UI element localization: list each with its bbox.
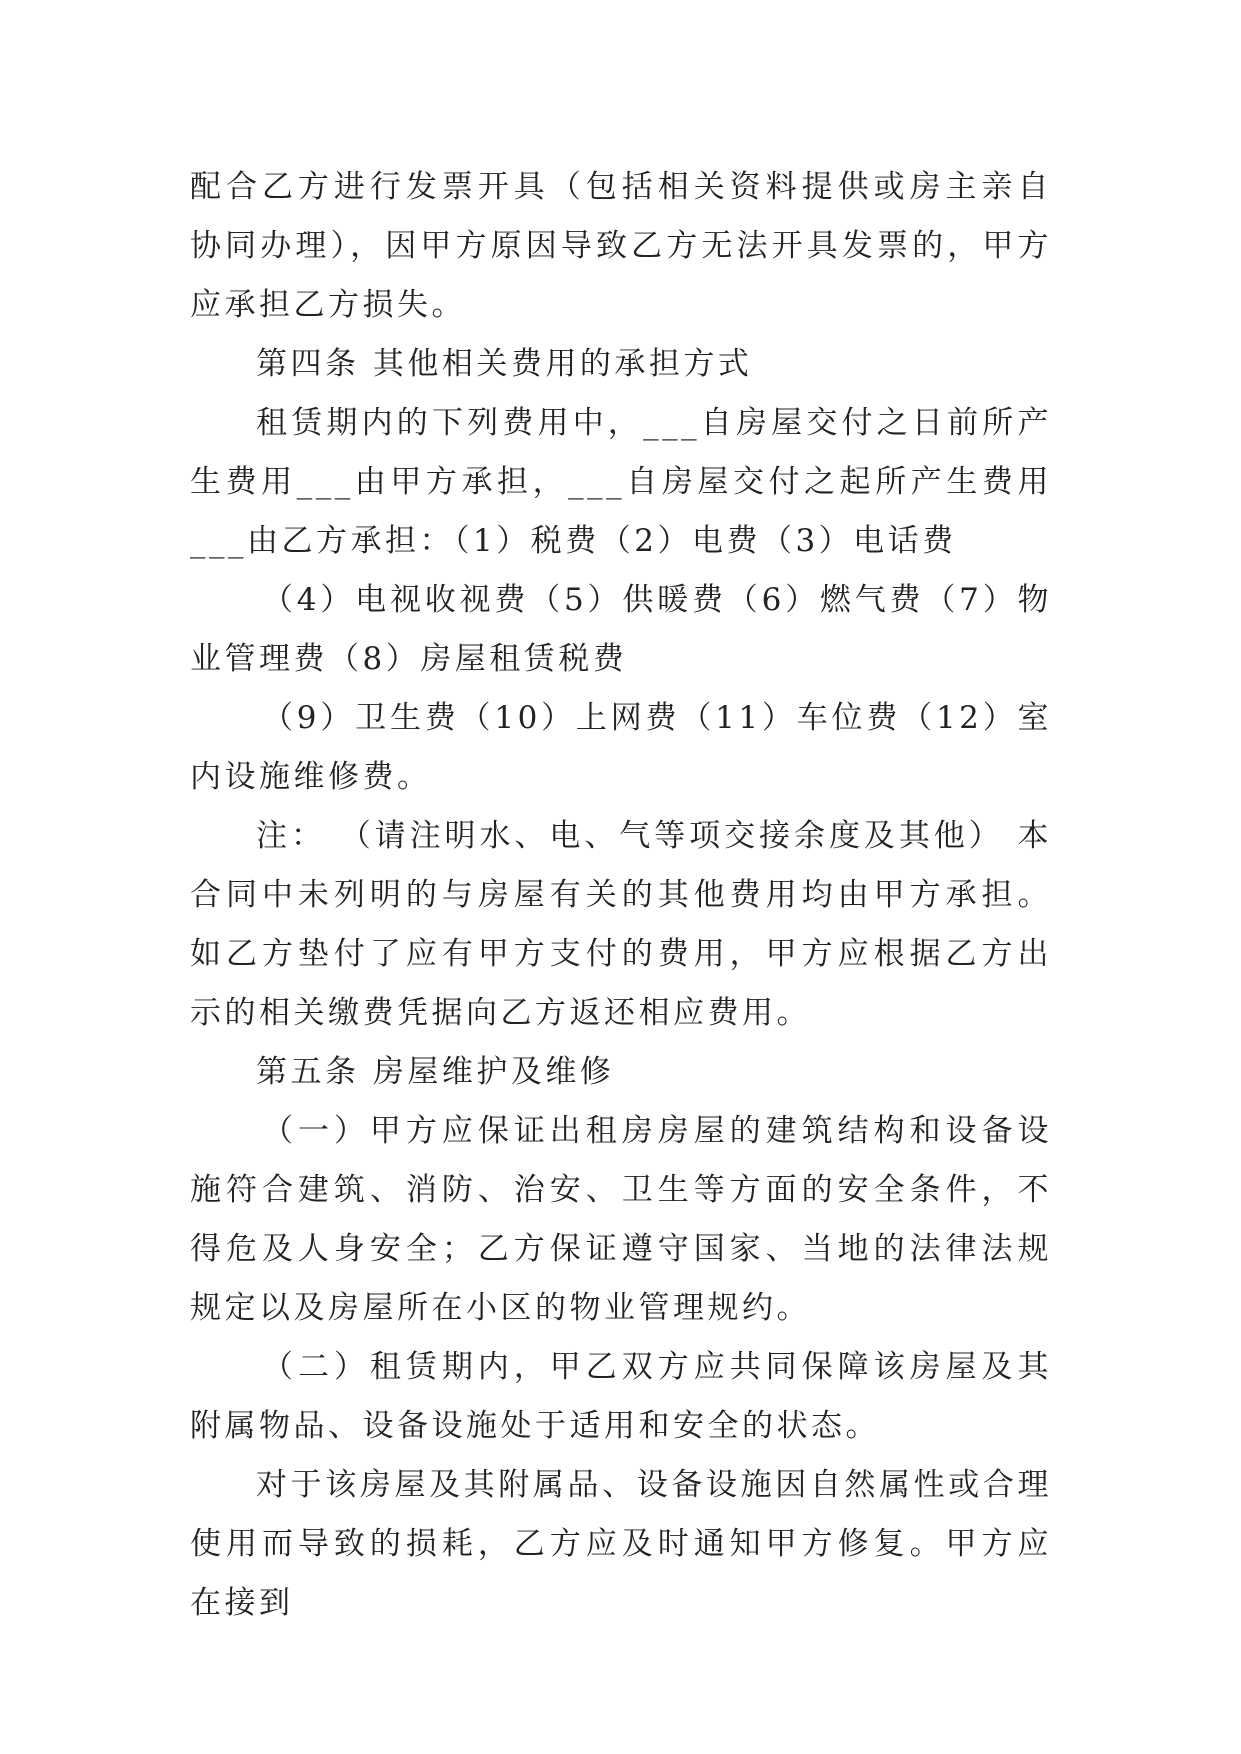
paragraph-fee-list-4-8: （4）电视收视费（5）供暖费（6）燃气费（7）物业管理费（8）房屋租赁税费 (190, 582, 1052, 677)
paragraph-repair-notice: 对于该房屋及其附属品、设备设施因自然属性或合理使用而导致的损耗，乙方应及时通知甲方修复。甲方应在接到 (190, 1467, 1052, 1621)
paragraph-clause-2: （二）租赁期内，甲乙双方应共同保障该房屋及其附属物品、设备设施处于适用和安全的状态。 (190, 1349, 1052, 1444)
paragraph-fee-allocation: 租赁期内的下列费用中，___自房屋交付之日前所产生费用___由甲方承担，___自房屋交付之起所产生费用___由乙方承担：（1）税费（2）电费（3）电话费 (190, 405, 1052, 559)
paragraph-note: 注： （请注明水、电、气等项交接余度及其他） 本合同中未列明的与房屋有关的其他费用均由甲方承担。如乙方垫付了应有甲方支付的费用，甲方应根据乙方出示的相关缴费凭据向乙方返还相应费用。 (190, 818, 1052, 1031)
article-5-heading: 第五条 房屋维护及维修 (256, 1054, 615, 1090)
article-4-heading: 第四条 其他相关费用的承担方式 (256, 346, 753, 382)
paragraph-invoice-cooperation: 配合乙方进行发票开具（包括相关资料提供或房主亲自协同办理），因甲方原因导致乙方无法开具发票的，甲方应承担乙方损失。 (190, 169, 1052, 323)
document-body (190, 158, 1052, 1633)
paragraph-fee-list-9-12: （9）卫生费（10）上网费（11）车位费（12）室内设施维修费。 (190, 700, 1052, 795)
paragraph-clause-1: （一）甲方应保证出租房房屋的建筑结构和设备设施符合建筑、消防、治安、卫生等方面的安全条件，不得危及人身安全；乙方保证遵守国家、当地的法律法规规定以及房屋所在小区的物业管理规约。 (190, 1113, 1052, 1326)
